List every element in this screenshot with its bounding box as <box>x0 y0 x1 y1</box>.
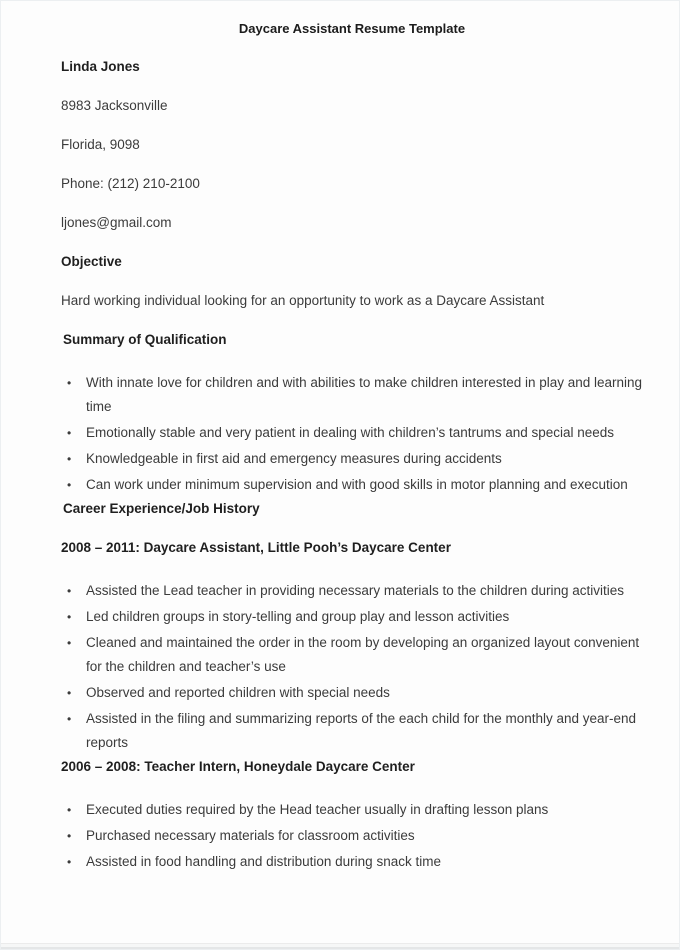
job-1-duties-list <box>61 579 643 755</box>
job-duty-item: • Assisted the Lead teacher in providing necessary materials to the children during activities <box>61 579 643 603</box>
job-duty-item: • Executed duties required by the Head teacher usually in drafting lesson plans <box>61 798 643 822</box>
experience-heading: Career Experience/Job History <box>63 501 260 516</box>
qualification-item: • With innate love for children and with abilities to make children interested in play and learning time <box>61 371 643 419</box>
job-duty-item: • Assisted in the filing and summarizing reports of the each child for the monthly and year-end reports <box>61 707 643 755</box>
job-title-2: 2006 – 2008: Teacher Intern, Honeydale Daycare Center <box>61 759 415 774</box>
page-title: Daycare Assistant Resume Template <box>238 21 466 36</box>
page-bottom-edge <box>1 943 679 949</box>
objective-text: Hard working individual looking for an opportunity to work as a Daycare Assistant <box>61 293 545 308</box>
contact-email: ljones@gmail.com <box>61 215 172 230</box>
job-title-1: 2008 – 2011: Daycare Assistant, Little Pooh’s Daycare Center <box>61 540 451 555</box>
contact-address-line2: Florida, 9098 <box>61 137 140 152</box>
contact-address-line1: 8983 Jacksonville <box>61 98 168 113</box>
qualification-item: • Knowledgeable in first aid and emergency measures during accidents <box>61 447 643 471</box>
qualification-item: • Emotionally stable and very patient in dealing with children’s tantrums and special needs <box>61 421 643 445</box>
job-duty-item: • Led children groups in story-telling and group play and lesson activities <box>61 605 643 629</box>
job-duty-item: • Assisted in food handling and distribution during snack time <box>61 850 643 874</box>
contact-name: Linda Jones <box>61 59 140 74</box>
qualifications-heading: Summary of Qualification <box>63 332 227 347</box>
qualifications-list <box>61 371 643 497</box>
job-duty-item: • Cleaned and maintained the order in the room by developing an organized layout convenient for the children and teacher’s use <box>61 631 643 679</box>
job-duty-item: • Purchased necessary materials for classroom activities <box>61 824 643 848</box>
resume-content <box>1 1 679 874</box>
qualification-item: • Can work under minimum supervision and with good skills in motor planning and execution <box>61 473 643 497</box>
contact-phone: Phone: (212) 210-2100 <box>61 176 200 191</box>
job-duty-item: • Observed and reported children with special needs <box>61 681 643 705</box>
job-2-duties-list <box>61 798 643 874</box>
objective-heading: Objective <box>61 254 122 269</box>
